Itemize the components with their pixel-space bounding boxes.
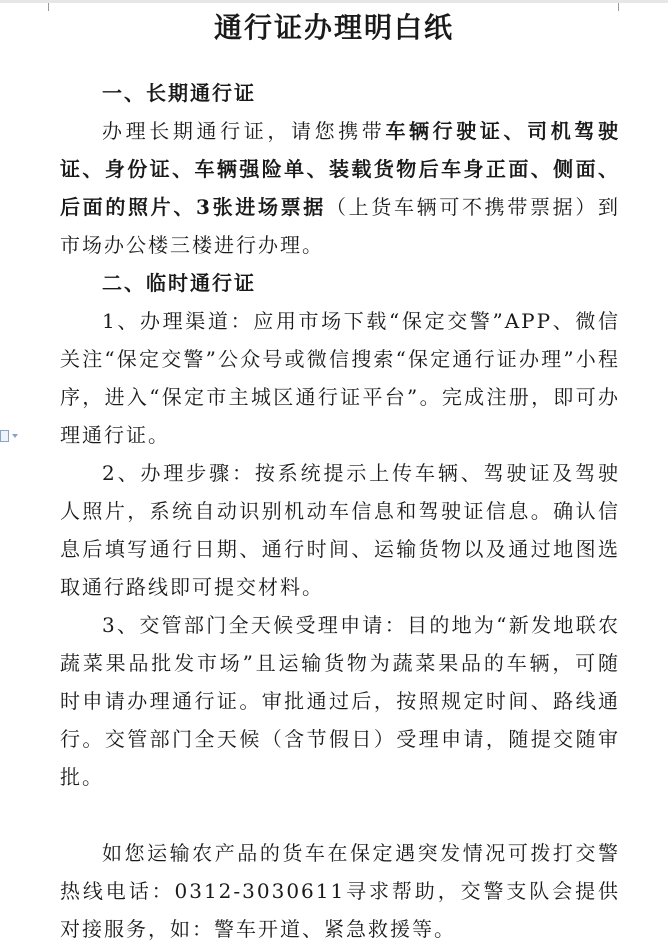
page-top-border: [0, 0, 668, 3]
section1-paragraph: [60, 112, 620, 264]
section1-heading: 一、长期通行证: [102, 81, 256, 105]
document-body: [60, 74, 620, 948]
paragraph-object-icon[interactable]: [0, 429, 20, 443]
section2-item-channel: 1、办理渠道：应用市场下载“保定交警”APP、微信关注“保定交警”公众号或微信搜索“保定通行证办理”小程序，进入“保定市主城区通行证平台”。完成注册，即可办理通行证。: [60, 309, 620, 447]
section1-note: （上货车辆可不携带票据）到市场办公楼三楼进行办理。: [60, 195, 621, 257]
section1-intro: 办理长期通行证，请您携带: [102, 119, 386, 143]
document-title: 通行证办理明白纸: [213, 11, 454, 44]
section1-required-docs: 车辆行驶证、司机驾驶证、身份证、车辆强险单、装载货物后车身正面、侧面、后面的照片、3张进场票据: [60, 119, 621, 219]
footer-paragraph: 如您运输农产品的货车在保定遇突发情况可拨打交警热线电话：0312-3030611寻求帮助，交警支队会提供对接服务，如：警车开道、紧急救援等。: [60, 841, 620, 941]
section2-item-steps: 2、办理步骤：按系统提示上传车辆、驾驶证及驾驶人照片，系统自动识别机动车信息和驾驶证信息。确认信息后填写通行日期、通行时间、运输货物以及通过地图选取通行路线即可提交材料。: [60, 461, 620, 599]
blank-line: [60, 796, 620, 834]
dropdown-arrow-icon: [12, 434, 18, 438]
page-glyph-icon: [0, 430, 9, 442]
section2-heading: 二、临时通行证: [102, 271, 256, 295]
section2-item-acceptance: 3、交管部门全天候受理申请：目的地为“新发地联农蔬菜果品批发市场”且运输货物为蔬菜果品的车辆，可随时申请办理通行证。审批通过后，按照规定时间、路线通行。交管部门全天候（含节假日）受理申请，随提交随审批。: [60, 613, 620, 789]
